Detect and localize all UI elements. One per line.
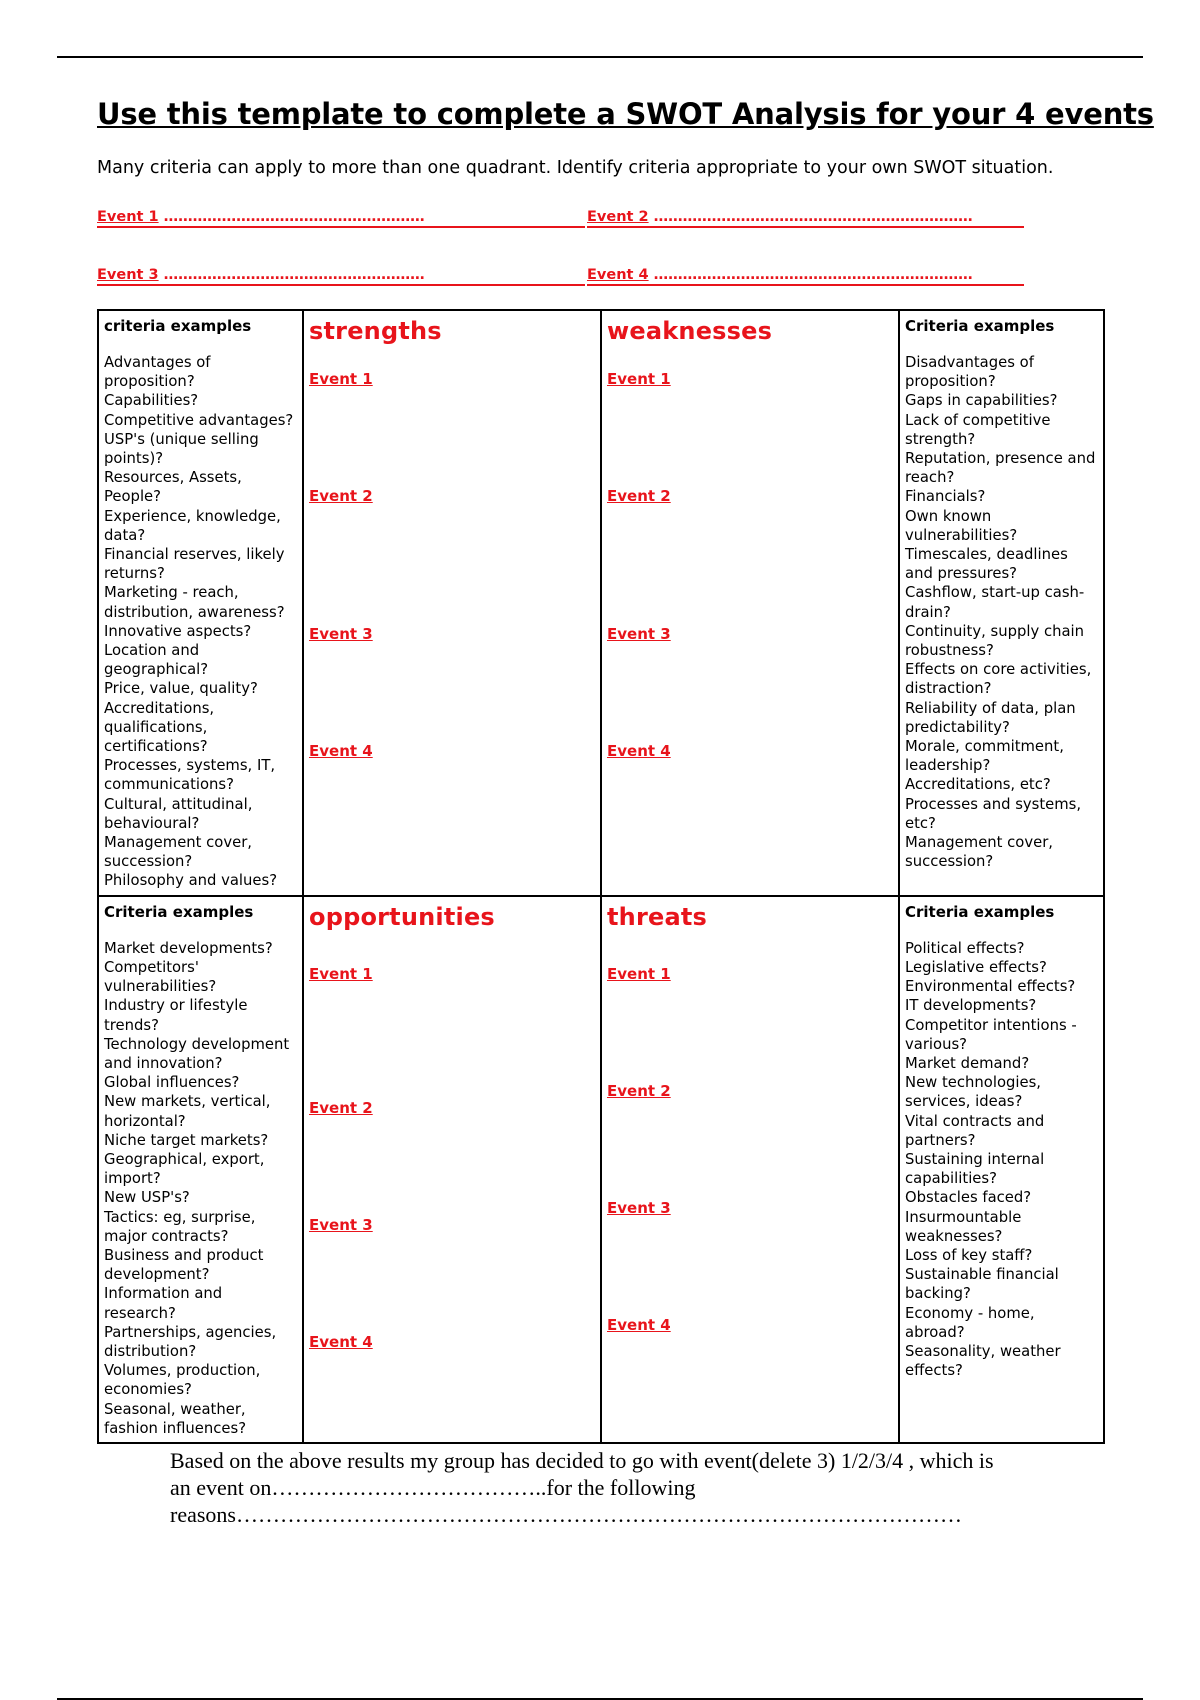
weaknesses-criteria-heading: Criteria examples bbox=[905, 317, 1055, 335]
opportunities-cell[interactable] bbox=[303, 896, 601, 1443]
criteria-item: Market developments? bbox=[104, 939, 273, 957]
criteria-item: Technology development and innovation? bbox=[104, 1035, 290, 1072]
weaknesses-title: weaknesses bbox=[607, 317, 773, 345]
conclusion-line-2[interactable]: an event on………………………………..for the following bbox=[170, 1475, 696, 1500]
criteria-item: Processes and systems, etc? bbox=[905, 795, 1082, 832]
criteria-item: Advantages of proposition? bbox=[104, 354, 211, 391]
threats-criteria-heading: Criteria examples bbox=[905, 902, 1055, 921]
criteria-item: New markets, vertical, horizontal? bbox=[104, 1093, 271, 1130]
event-3-dots: ……………………………………………… bbox=[163, 267, 425, 283]
conclusion-line-3[interactable]: reasons……………………………………………………………………………………… bbox=[170, 1502, 962, 1527]
criteria-item: Business and product development? bbox=[104, 1246, 264, 1284]
opportunities-event-4: Event 4 bbox=[309, 1332, 373, 1351]
criteria-item: Accreditations, qualifications, certifications? bbox=[104, 699, 215, 756]
weaknesses-event-3: Event 3 bbox=[607, 625, 671, 643]
threats-criteria-list bbox=[905, 939, 1098, 1381]
opportunities-criteria-cell bbox=[98, 896, 303, 1443]
criteria-item: Sustaining internal capabilities? bbox=[905, 1150, 1045, 1188]
criteria-item: Reliability of data, plan predictability? bbox=[905, 699, 1076, 736]
event-2-line[interactable] bbox=[587, 208, 1024, 228]
criteria-item: USP's (unique selling points)? bbox=[104, 430, 259, 468]
criteria-item: Partnerships, agencies, distribution? bbox=[104, 1323, 277, 1360]
strengths-criteria-cell bbox=[98, 310, 303, 896]
criteria-item: Financials? bbox=[905, 488, 986, 506]
criteria-item: Volumes, production, economies? bbox=[104, 1362, 261, 1399]
top-rule bbox=[57, 56, 1143, 58]
criteria-item: Industry or lifestyle trends? bbox=[104, 997, 248, 1034]
threats-event-1: Event 1 bbox=[607, 964, 671, 983]
threats-event-3: Event 3 bbox=[607, 1198, 671, 1217]
threats-event-2: Event 2 bbox=[607, 1081, 671, 1100]
criteria-item: Legislative effects? bbox=[905, 958, 1047, 976]
criteria-item: Price, value, quality? bbox=[104, 680, 258, 698]
event-2-dots: ………………………………………………………… bbox=[653, 209, 973, 225]
threats-title: threats bbox=[607, 902, 708, 931]
opportunities-title: opportunities bbox=[309, 902, 495, 931]
criteria-item: Processes, systems, IT, communications? bbox=[104, 757, 276, 794]
threats-event-4: Event 4 bbox=[607, 1315, 671, 1334]
criteria-item: Lack of competitive strength? bbox=[905, 411, 1051, 448]
criteria-item: Sustainable financial backing? bbox=[905, 1266, 1059, 1303]
event-1-dots: ……………………………………………… bbox=[163, 209, 425, 225]
strengths-cell[interactable] bbox=[303, 310, 601, 896]
opportunities-event-2: Event 2 bbox=[309, 1098, 373, 1117]
criteria-item: Effects on core activities, distraction? bbox=[905, 661, 1092, 698]
criteria-item: Morale, commitment, leadership? bbox=[905, 738, 1064, 775]
criteria-item: Tactics: eg, surprise, major contracts? bbox=[104, 1208, 256, 1245]
criteria-item: Management cover, succession? bbox=[905, 834, 1054, 871]
criteria-item: Continuity, supply chain robustness? bbox=[905, 622, 1085, 660]
criteria-item: Geographical, export, import? bbox=[104, 1150, 265, 1188]
criteria-item: Gaps in capabilities? bbox=[905, 392, 1058, 410]
strengths-title: strengths bbox=[309, 317, 442, 345]
criteria-item: Capabilities? bbox=[104, 392, 199, 410]
threats-criteria-cell bbox=[899, 896, 1104, 1443]
criteria-item: IT developments? bbox=[905, 997, 1037, 1015]
swot-table bbox=[97, 309, 1105, 1444]
weaknesses-criteria-cell bbox=[899, 310, 1104, 896]
opportunities-criteria-list bbox=[104, 939, 297, 1438]
criteria-item: Experience, knowledge, data? bbox=[104, 507, 281, 544]
strengths-event-2: Event 2 bbox=[309, 487, 373, 505]
event-3-label: Event 3 bbox=[97, 267, 159, 283]
criteria-item: Philosophy and values? bbox=[104, 872, 278, 890]
criteria-item: Obstacles faced? bbox=[905, 1189, 1032, 1207]
strengths-criteria-list bbox=[104, 353, 297, 891]
opportunities-criteria-heading: Criteria examples bbox=[104, 902, 254, 921]
event-3-line[interactable] bbox=[97, 266, 585, 286]
criteria-item: Competitive advantages? bbox=[104, 411, 294, 429]
conclusion-paragraph bbox=[170, 1447, 1100, 1528]
event-1-line[interactable] bbox=[97, 208, 585, 228]
opportunities-event-3: Event 3 bbox=[309, 1215, 373, 1234]
weaknesses-criteria-list bbox=[905, 353, 1098, 871]
criteria-item: Own known vulnerabilities? bbox=[905, 507, 1018, 544]
weaknesses-event-4: Event 4 bbox=[607, 742, 671, 760]
criteria-item: Cashflow, start-up cash-drain? bbox=[905, 584, 1085, 621]
criteria-item: Niche target markets? bbox=[104, 1131, 269, 1149]
strengths-event-3: Event 3 bbox=[309, 625, 373, 643]
strengths-criteria-heading: criteria examples bbox=[104, 317, 252, 335]
conclusion-line-1: Based on the above results my group has decided to go with event(delete 3) 1/2/3/4 , which is bbox=[170, 1448, 994, 1473]
opportunities-event-1: Event 1 bbox=[309, 964, 373, 983]
event-1-label: Event 1 bbox=[97, 209, 159, 225]
criteria-item: Marketing - reach, distribution, awareness? bbox=[104, 584, 285, 621]
criteria-item: Environmental effects? bbox=[905, 978, 1076, 996]
criteria-item: Financial reserves, likely returns? bbox=[104, 546, 285, 583]
criteria-item: Resources, Assets, People? bbox=[104, 469, 242, 506]
criteria-item: New technologies, services, ideas? bbox=[905, 1074, 1042, 1111]
threats-cell[interactable] bbox=[601, 896, 899, 1443]
criteria-item: Accreditations, etc? bbox=[905, 776, 1051, 794]
criteria-item: Seasonal, weather, fashion influences? bbox=[104, 1400, 247, 1437]
criteria-item: Location and geographical? bbox=[104, 642, 209, 679]
event-2-label: Event 2 bbox=[587, 209, 649, 225]
criteria-item: Information and research? bbox=[104, 1285, 223, 1322]
criteria-item: Competitors' vulnerabilities? bbox=[104, 958, 217, 996]
criteria-item: New USP's? bbox=[104, 1189, 190, 1207]
criteria-item: Insurmountable weaknesses? bbox=[905, 1208, 1022, 1245]
intro-text: Many criteria can apply to more than one quadrant. Identify criteria appropriate to your own SWOT situation. bbox=[97, 158, 1054, 178]
criteria-item: Cultural, attitudinal, behavioural? bbox=[104, 795, 253, 832]
criteria-item: Vital contracts and partners? bbox=[905, 1112, 1045, 1149]
event-4-dots: ………………………………………………………… bbox=[653, 267, 973, 283]
strengths-event-4: Event 4 bbox=[309, 742, 373, 760]
event-4-line[interactable] bbox=[587, 266, 1024, 286]
weaknesses-event-2: Event 2 bbox=[607, 487, 671, 505]
weaknesses-event-1: Event 1 bbox=[607, 370, 671, 388]
criteria-item: Timescales, deadlines and pressures? bbox=[905, 546, 1068, 583]
event-4-label: Event 4 bbox=[587, 267, 649, 283]
criteria-item: Global influences? bbox=[104, 1074, 240, 1092]
criteria-item: Management cover, succession? bbox=[104, 834, 253, 871]
criteria-item: Loss of key staff? bbox=[905, 1246, 1033, 1264]
strengths-event-1: Event 1 bbox=[309, 370, 373, 388]
criteria-item: Competitor intentions - various? bbox=[905, 1016, 1077, 1053]
criteria-item: Disadvantages of proposition? bbox=[905, 354, 1034, 391]
weaknesses-cell[interactable] bbox=[601, 310, 899, 896]
criteria-item: Political effects? bbox=[905, 939, 1025, 957]
criteria-item: Reputation, presence and reach? bbox=[905, 450, 1096, 487]
criteria-item: Market demand? bbox=[905, 1054, 1030, 1072]
page-title: Use this template to complete a SWOT Analysis for your 4 events bbox=[97, 97, 1154, 131]
criteria-item: Innovative aspects? bbox=[104, 622, 252, 640]
criteria-item: Seasonality, weather effects? bbox=[905, 1342, 1061, 1380]
criteria-item: Economy - home, abroad? bbox=[905, 1304, 1035, 1341]
